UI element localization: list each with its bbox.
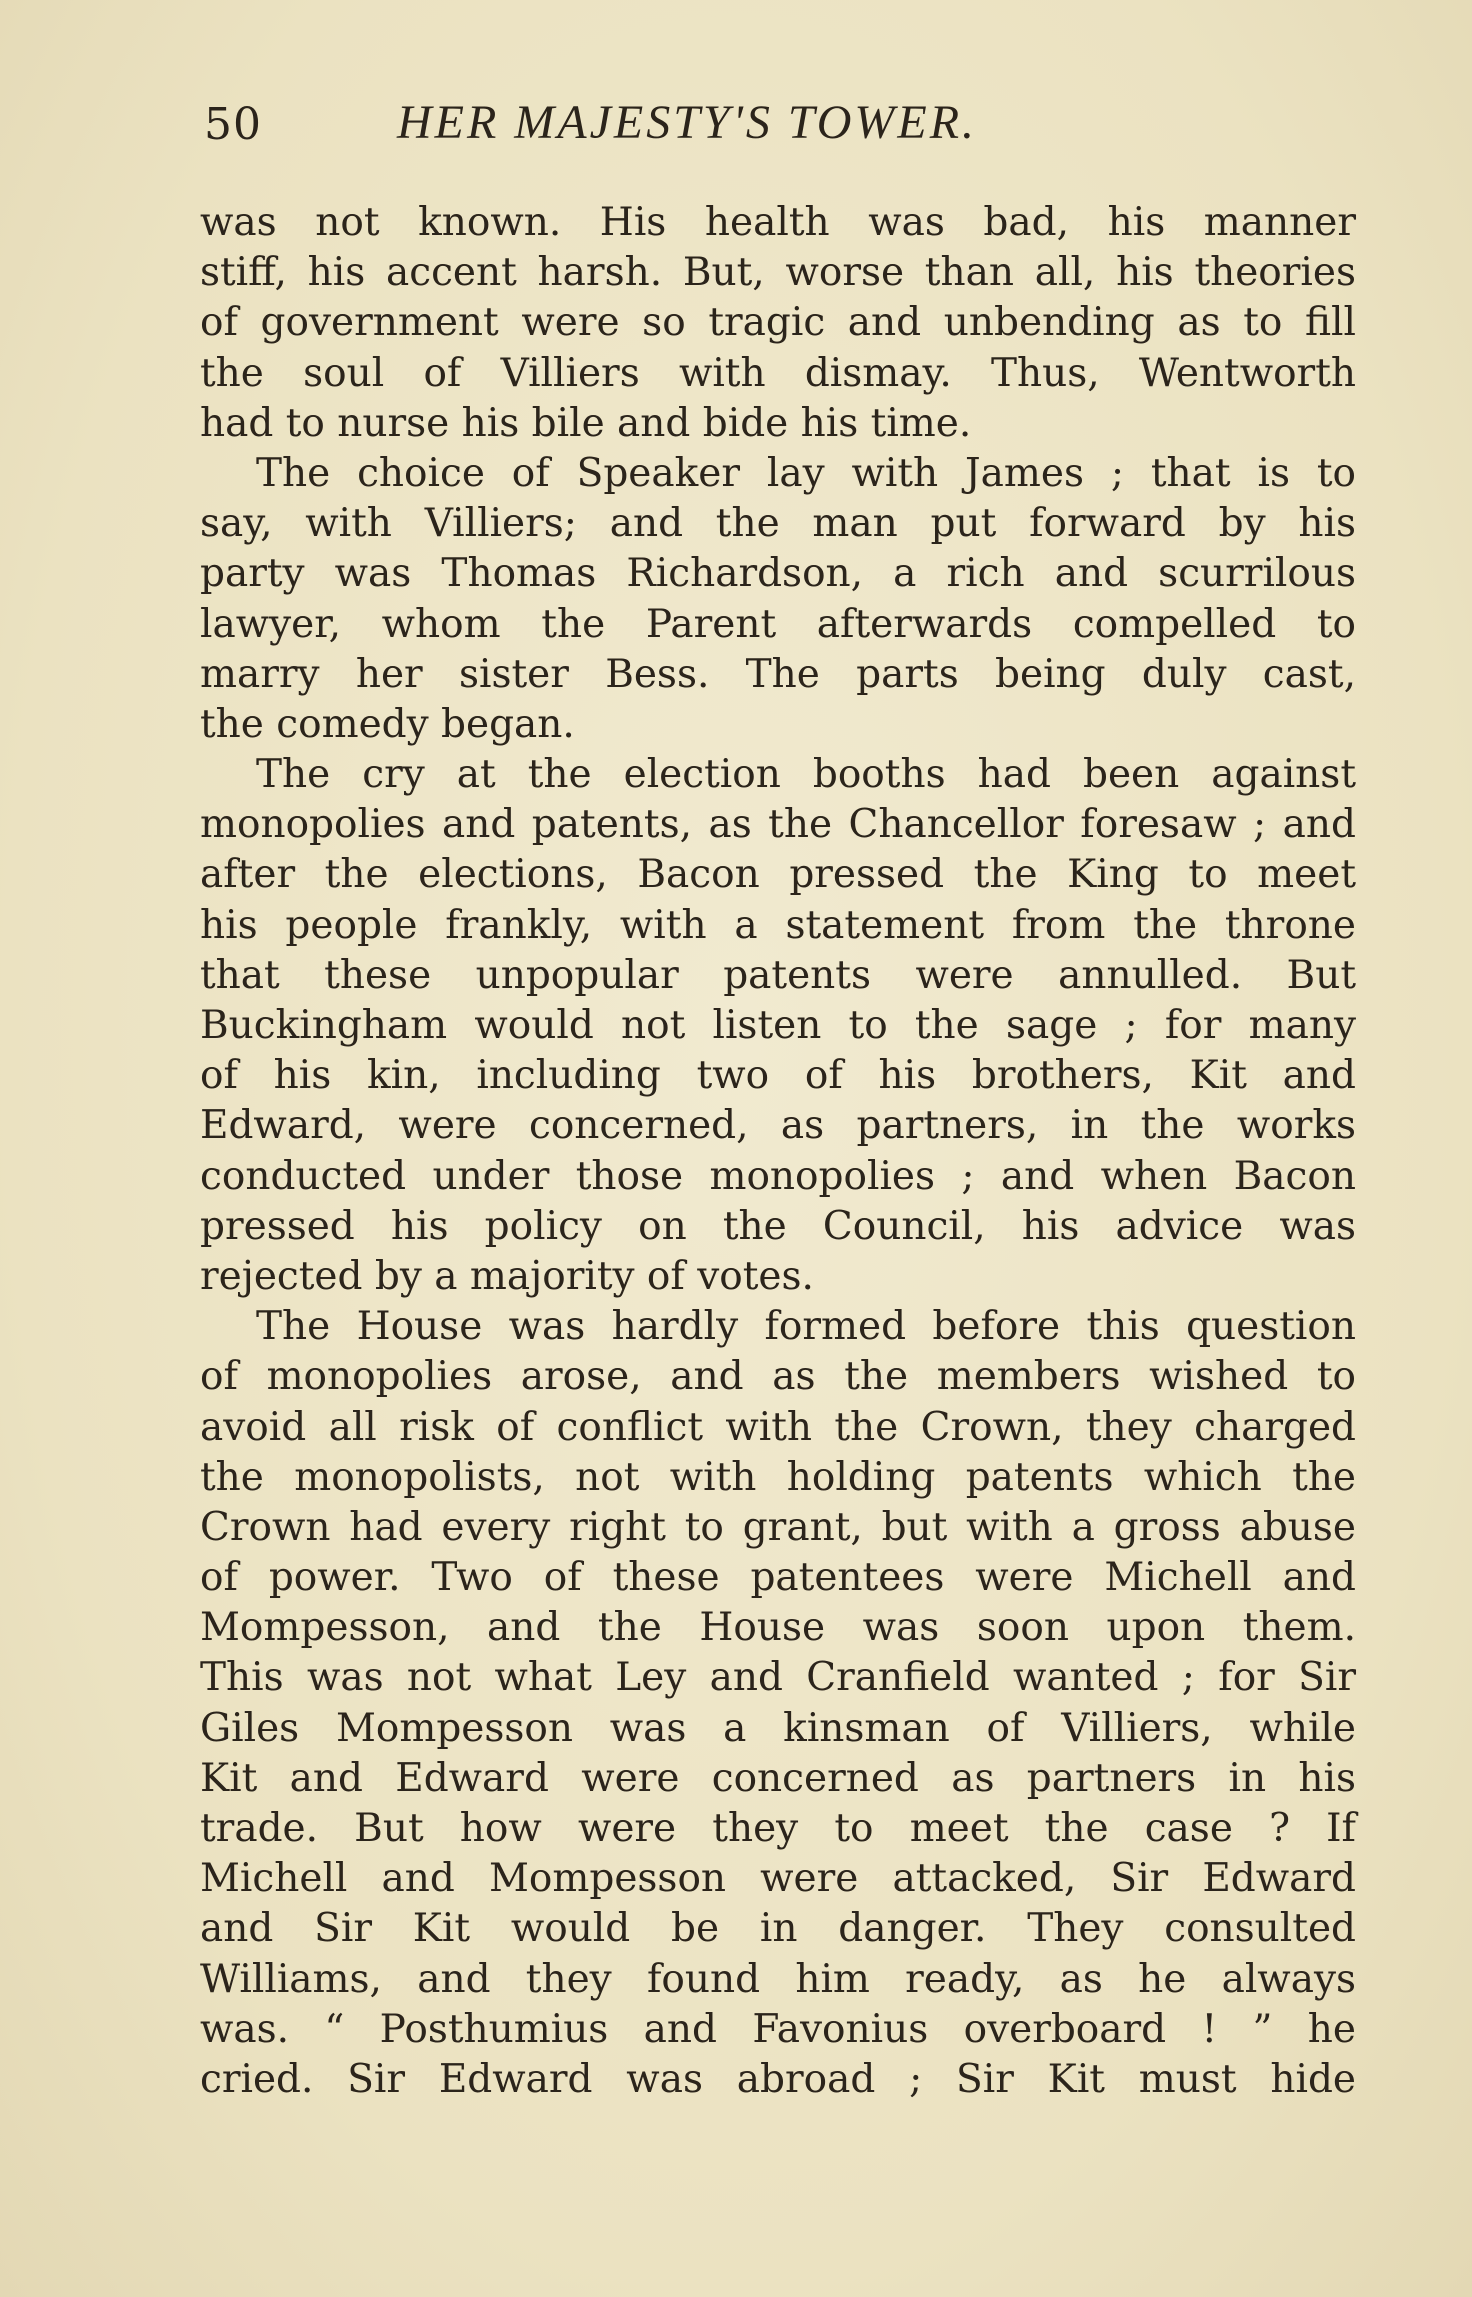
running-title: HER MAJESTY'S TOWER.: [397, 96, 978, 149]
text-line: was. “ Posthumius and Favonius overboard ! ” he: [200, 2006, 1356, 2052]
text-line: trade. But how were they to meet the case ? If: [200, 1806, 1356, 1851]
text-line: Crown had every right to grant, but with a gross abuse: [200, 1504, 1356, 1550]
paragraph-start-line: The choice of Speaker lay with James ; that is to: [256, 450, 1356, 496]
text-line: Michell and Mompesson were attacked, Sir Edward: [200, 1856, 1356, 1902]
paragraph-start-line: The House was hardly formed before this question: [256, 1304, 1356, 1350]
text-line: This was not what Ley and Cranfield wanted ; for Sir: [200, 1655, 1356, 1701]
page-number: 50: [204, 99, 262, 150]
text-line: that these unpopular patents were annulled. But: [200, 952, 1356, 998]
text-line: after the elections, Bacon pressed the King to meet: [200, 852, 1356, 898]
text-line: and Sir Kit would be in danger. They consulted: [200, 1906, 1356, 1952]
text-line: avoid all risk of conflict with the Crown, they charged: [200, 1404, 1356, 1450]
text-line: the monopolists, not with holding patents which the: [200, 1454, 1356, 1500]
text-line: Williams, and they found him ready, as he always: [200, 1956, 1356, 2002]
text-line: the soul of Villiers with dismay. Thus, Wentworth: [200, 350, 1356, 396]
text-line: of power. Two of these patentees were Michell and: [200, 1555, 1356, 1601]
text-line: of government were so tragic and unbending as to fill: [200, 300, 1356, 346]
text-line: pressed his policy on the Council, his advice was: [200, 1203, 1356, 1249]
text-line: the comedy began.: [200, 701, 575, 747]
text-line: Mompesson, and the House was soon upon them.: [200, 1605, 1356, 1651]
text-line: lawyer, whom the Parent afterwards compelled to: [200, 601, 1356, 647]
text-line: rejected by a majority of votes.: [200, 1253, 814, 1299]
text-line: of monopolies arose, and as the members wished to: [200, 1354, 1356, 1400]
text-line: of his kin, including two of his brothers, Kit and: [200, 1053, 1356, 1099]
text-line: stiff, his accent harsh. But, worse than all, his theories: [200, 250, 1356, 296]
page-header: [204, 95, 1354, 165]
body-text: [200, 198, 1356, 2105]
text-line: was not known. His health was bad, his manner: [200, 200, 1356, 245]
text-line: conducted under those monopolies ; and when Bacon: [200, 1153, 1356, 1199]
text-line: Edward, were concerned, as partners, in the works: [200, 1103, 1356, 1149]
text-line: cried. Sir Edward was abroad ; Sir Kit must hide: [200, 2056, 1356, 2102]
text-line: Buckingham would not listen to the sage ; for many: [200, 1003, 1356, 1048]
text-line: say, with Villiers; and the man put forward by his: [200, 501, 1356, 547]
text-line: Kit and Edward were concerned as partners in his: [200, 1755, 1356, 1801]
text-line: Giles Mompesson was a kinsman of Villiers, while: [200, 1705, 1356, 1751]
text-line: party was Thomas Richardson, a rich and scurrilous: [200, 551, 1356, 597]
text-line: marry her sister Bess. The parts being duly cast,: [200, 651, 1356, 697]
text-line: had to nurse his bile and bide his time.: [200, 400, 972, 446]
text-line: monopolies and patents, as the Chancellor foresaw ; and: [200, 802, 1356, 848]
paragraph-start-line: The cry at the election booths had been against: [256, 752, 1356, 798]
text-line: his people frankly, with a statement from the throne: [200, 902, 1356, 948]
